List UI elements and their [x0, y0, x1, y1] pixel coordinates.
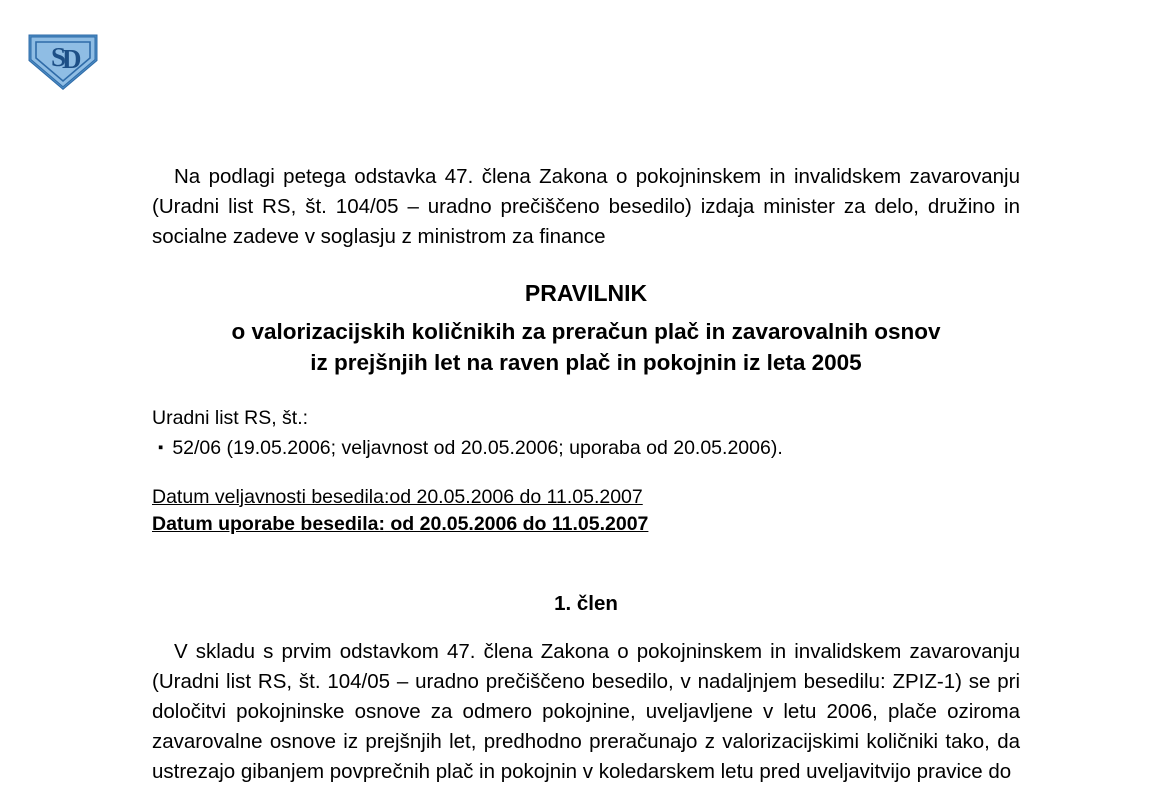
title-block: [152, 278, 1020, 378]
page-subtitle-line2: iz prejšnjih let na raven plač in pokojnin iz leta 2005: [310, 350, 862, 375]
svg-text:S: S: [51, 42, 67, 72]
gazette-list-item: [158, 434, 1020, 462]
usage-date-value: od 20.05.2006 do 11.05.2007: [384, 513, 649, 535]
gazette-info: [152, 404, 1020, 462]
usage-date-label: Datum uporabe besedila:: [152, 513, 385, 535]
page-title: PRAVILNIK: [524, 280, 648, 306]
sd-logo: [22, 30, 104, 92]
validity-block: [152, 484, 1020, 538]
article-paragraph: V skladu s prvim odstavkom 47. člena Zakona o pokojninskem in invalidskem zavarovanju (Uradni list RS, št. 104/05 – uradno prečiščeno besedilo, v nadaljnjem besedilu: ZPIZ-1) se pri določitvi pokojninske osnove za odmero pokojnine, uveljavljene v letu 2006, plače oziroma zavarovalne osnove iz prejšnjih let, predhodno preračunajo z valorizacijskimi količniki tako, da ustrezajo gibanjem povprečnih plač in pokojnin v koledarskem letu pred uveljavitvijo pravice do: [152, 639, 1020, 783]
page-subtitle-line1: o valorizacijskih količnikih za preračun plač in zavarovalnih osnov: [231, 319, 941, 344]
usage-date-line: [152, 511, 1020, 538]
square-bullet-icon: ▪: [158, 439, 164, 456]
document-body: [152, 162, 1020, 807]
svg-text:D: D: [62, 44, 82, 74]
intro-paragraph: Na podlagi petega odstavka 47. člena Zakona o pokojninskem in invalidskem zavarovanju (Uradni list RS, št. 104/05 – uradno prečiščeno besedilo) izdaja minister za delo, družino in socialne zadeve v soglasju z ministrom za finance: [152, 165, 1020, 248]
sd-shield-icon: [22, 30, 104, 92]
gazette-list-item-text: 52/06 (19.05.2006; veljavnost od 20.05.2006; uporaba od 20.05.2006).: [172, 437, 783, 459]
gazette-label: Uradni list RS, št.:: [152, 407, 309, 429]
validity-date-line: Datum veljavnosti besedila:od 20.05.2006 do 11.05.2007: [152, 486, 643, 508]
article-heading: 1. člen: [554, 592, 618, 615]
